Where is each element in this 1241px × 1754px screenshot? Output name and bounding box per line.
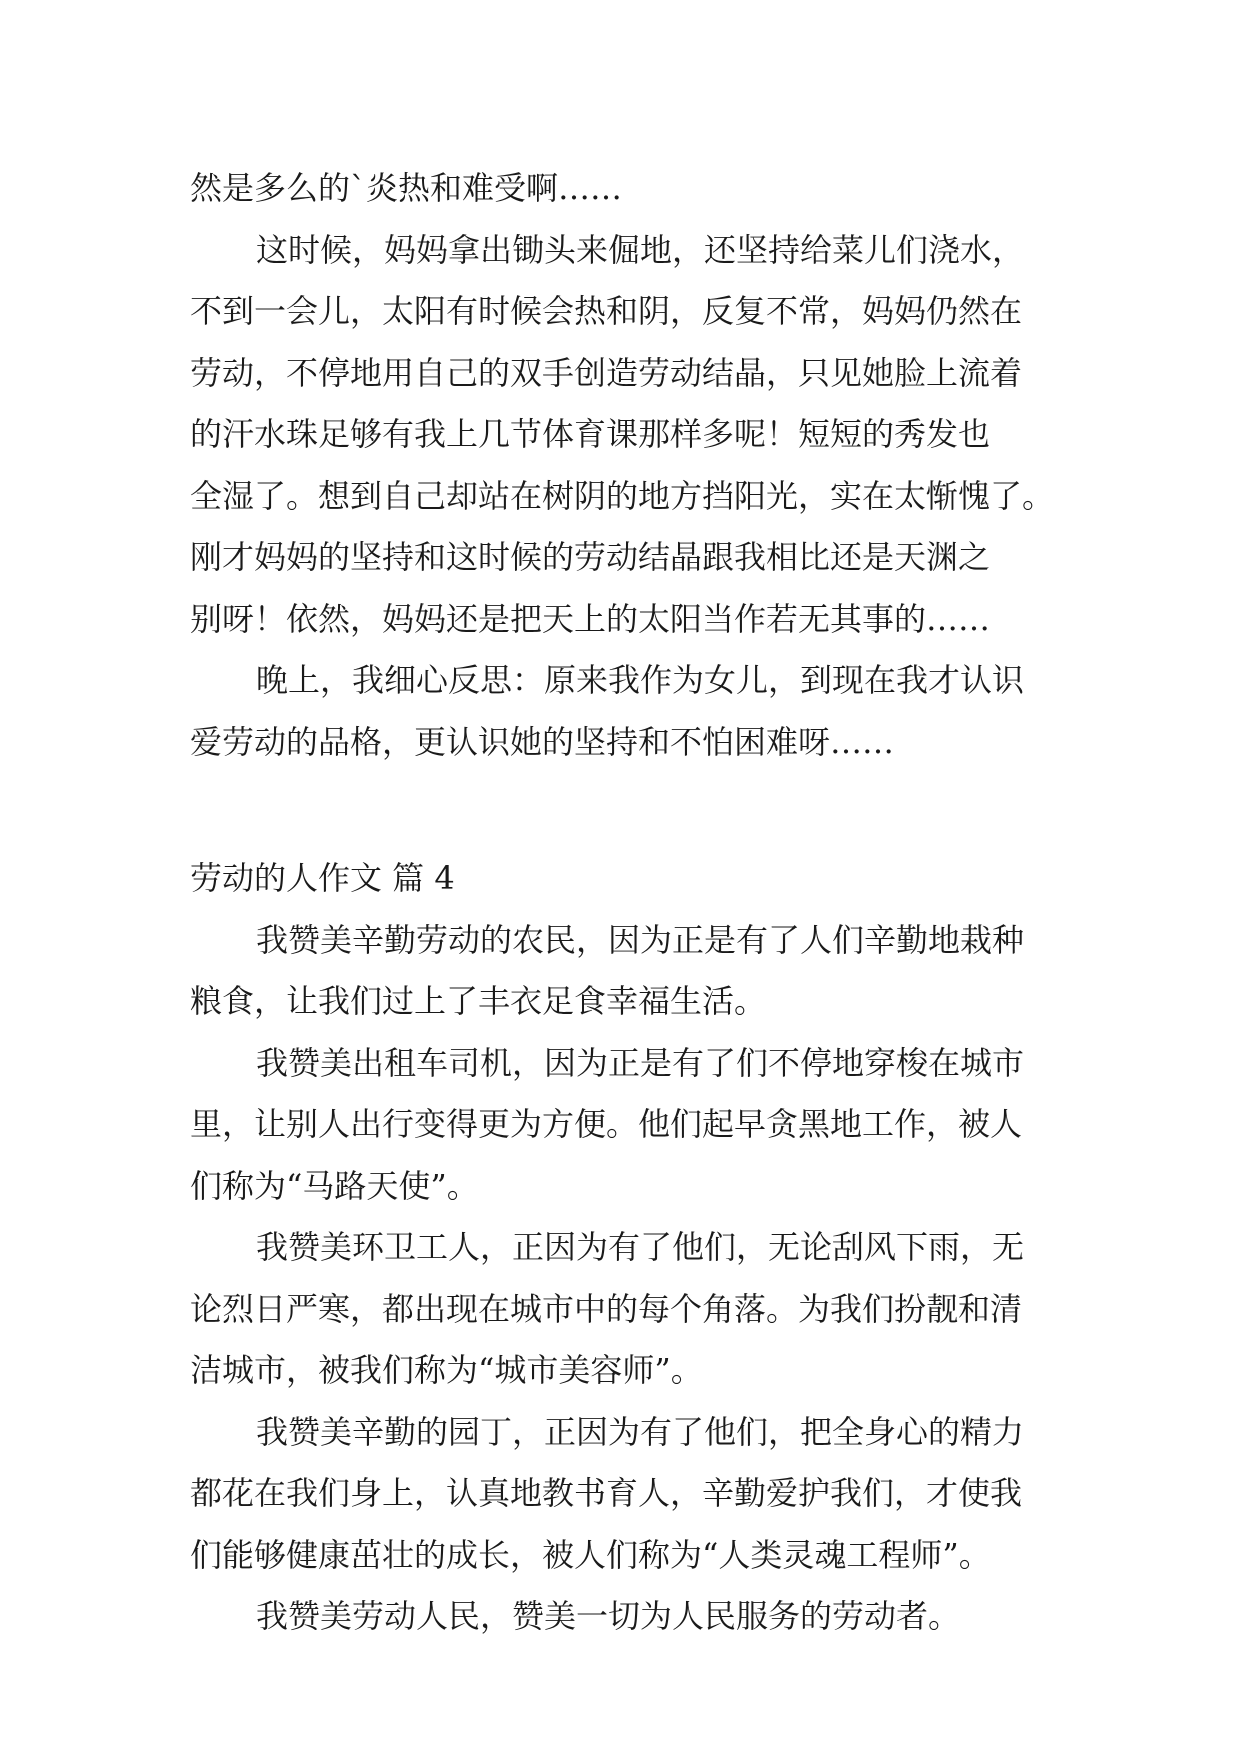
paragraph-line: 劳动，不停地用自己的双手创造劳动结晶，只见她脸上流着 (190, 353, 1023, 392)
paragraph-line: 不到一会儿，太阳有时候会热和阴，反复不常，妈妈仍然在 (190, 292, 1023, 330)
paragraph-line: 都花在我们身上，认真地教书育人，辛勤爱护我们，才使我 (190, 1474, 1023, 1512)
section-title: 劳动的人作文 篇 4 (190, 859, 455, 897)
document-body (190, 158, 1070, 1648)
paragraph-line: 全湿了。想到自己却站在树阴的地方挡阳光，实在太惭愧了。 (190, 476, 1055, 515)
paragraph-line: 我赞美辛勤的园丁，正因为有了他们，把全身心的精力 (256, 1412, 1025, 1451)
paragraph-line: 这时候，妈妈拿出锄头来倔地，还坚持给菜儿们浇水， (256, 230, 1025, 269)
paragraph-line: 我赞美出租车司机，因为正是有了们不停地穿梭在城市 (256, 1043, 1025, 1082)
paragraph-line: 我赞美劳动人民，赞美一切为人民服务的劳动者。 (256, 1597, 961, 1635)
paragraph-line: 洁城市，被我们称为“城市美容师”。 (190, 1351, 703, 1389)
paragraph-line: 爱劳动的品格，更认识她的坚持和不怕困难呀…… (190, 722, 895, 761)
paragraph-line: 别呀！依然，妈妈还是把天上的太阳当作若无其事的…… (190, 599, 991, 638)
paragraph-line: 们称为“马路天使”。 (190, 1166, 479, 1205)
paragraph-line: 然是多么的`炎热和难受啊…… (190, 169, 623, 207)
paragraph-line: 里，让别人出行变得更为方便。他们起早贪黑地工作，被人 (190, 1105, 1023, 1143)
paragraph-line: 我赞美环卫工人，正因为有了他们，无论刮风下雨，无 (256, 1228, 1025, 1266)
paragraph-line: 我赞美辛勤劳动的农民，因为正是有了人们辛勤地栽种 (256, 920, 1025, 959)
paragraph-line: 的汗水珠足够有我上几节体育课那样多呢！短短的秀发也 (190, 415, 991, 453)
paragraph-line: 论烈日严寒，都出现在城市中的每个角落。为我们扮靓和清 (190, 1289, 1023, 1328)
section-gap (190, 773, 1070, 848)
paragraph-line: 们能够健康茁壮的成长，被人们称为“人类灵魂工程师”。 (190, 1535, 991, 1574)
paragraph-line: 粮食，让我们过上了丰衣足食幸福生活。 (190, 982, 767, 1020)
paragraph-line: 刚才妈妈的坚持和这时候的劳动结晶跟我相比还是天渊之 (190, 538, 991, 576)
paragraph-line: 晚上，我细心反思：原来我作为女儿，到现在我才认识 (256, 661, 1025, 699)
